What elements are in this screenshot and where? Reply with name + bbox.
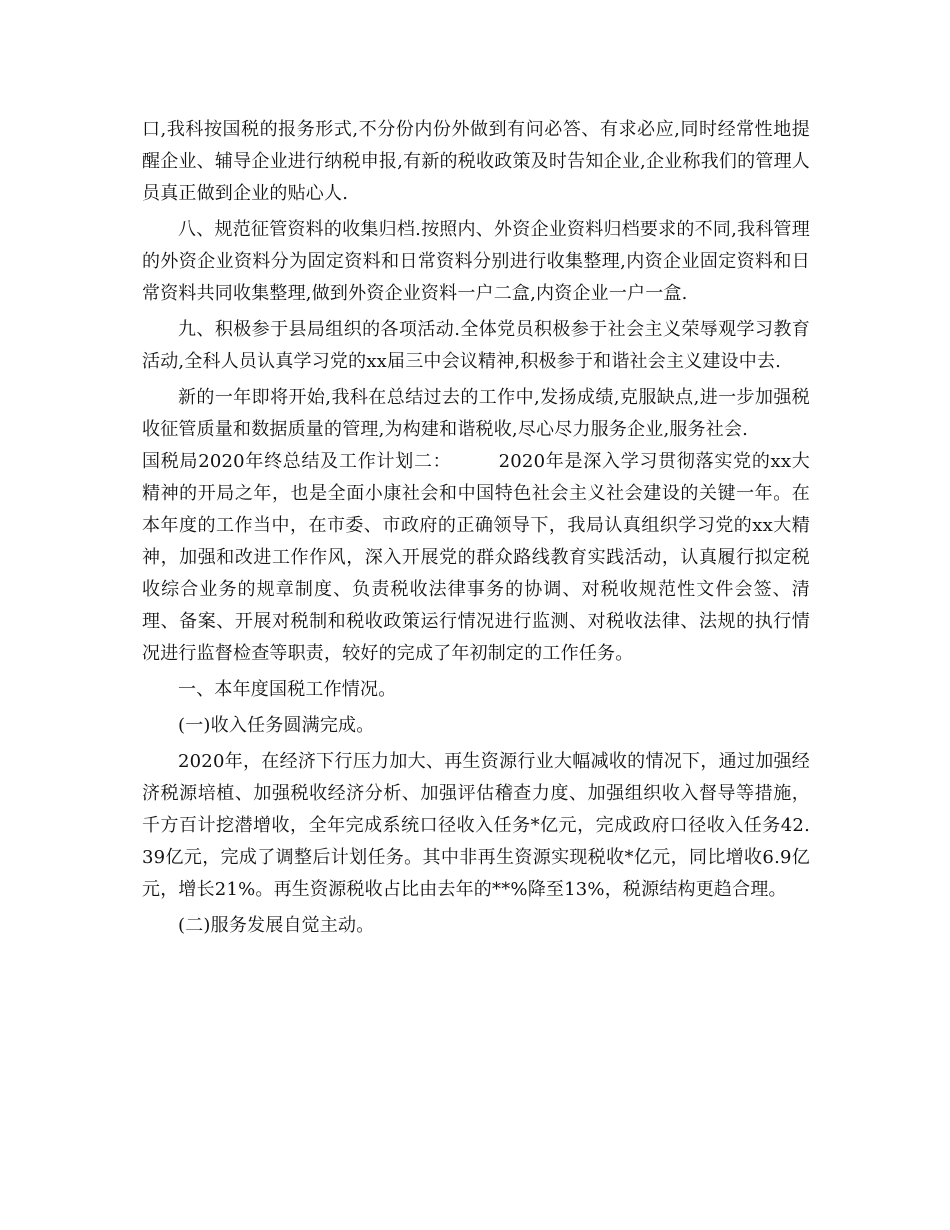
paragraph-section-nine: 九、积极参于县局组织的各项活动.全体党员积极参于社会主义荣辱观学习教育活动,全科人员认真学习党的xx届三中会议精神,积极参于和谐社会主义建设中去. [142, 319, 810, 372]
paragraph-section-eight: 八、规范征管资料的收集归档.按照内、外资企业资料归档要求的不同,我科管理的外资企业资料分为固定资料和日常资料分别进行收集整理,内资企业固定资料和日常资料共同收集整理,做到外资企业资料一户二盒,内资企业一户一盒. [142, 219, 810, 304]
heading-service-development: (二)服务发展自觉主动。 [178, 915, 375, 936]
document-body [142, 114, 810, 942]
heading-annual-work: 一、本年度国税工作情况。 [178, 679, 397, 700]
paragraph-service-reporting: 口,我科按国税的报务形式,不分份内份外做到有问必答、有求必应,同时经常性地提醒企业、辅导企业进行纳税申报,有新的税收政策及时告知企业,企业称我们的管理人员真正做到企业的贴心人. [142, 119, 810, 204]
heading-revenue-task: (一)收入任务圆满完成。 [178, 715, 375, 736]
paragraph-revenue-details: 2020年，在经济下行压力加大、再生资源行业大幅减收的情况下，通过加强经济税源培植、加强税收经济分析、加强评估稽查力度、加强组织收入督导等措施，千方百计挖潜增收，全年完成系统口径收入任务*亿元，完成政府口径收入任务42.39亿元，完成了调整后计划任务。其中非再生资源实现税收*亿元，同比增收6.9亿元，增长21%。再生资源税收占比由去年的**%降至13%，税源结构更趋合理。 [142, 751, 810, 900]
paragraph-new-year: 新的一年即将开始,我科在总结过去的工作中,发扬成绩,克服缺点,进一步加强税收征管质量和数据质量的管理,为构建和谐税收,尽心尽力服务企业,服务社会. [142, 387, 810, 440]
paragraph-summary-plan-two: 国税局2020年终总结及工作计划二： 2020年是深入学习贯彻落实党的xx大精神的开局之年，也是全面小康社会和中国特色社会主义社会建设的关键一年。在本年度的工作当中，在市委、市政府的正确领导下，我局认真组织学习党的xx大精神，加强和改进工作作风，深入开展党的群众路线教育实践活动，认真履行拟定税收综合业务的规章制度、负责税收法律事务的协调、对税收规范性文件会签、清理、备案、开展对税制和税收政策运行情况进行监测、对税收法律、法规的执行情况进行监督检查等职责，较好的完成了年初制定的工作任务。 [142, 451, 810, 664]
